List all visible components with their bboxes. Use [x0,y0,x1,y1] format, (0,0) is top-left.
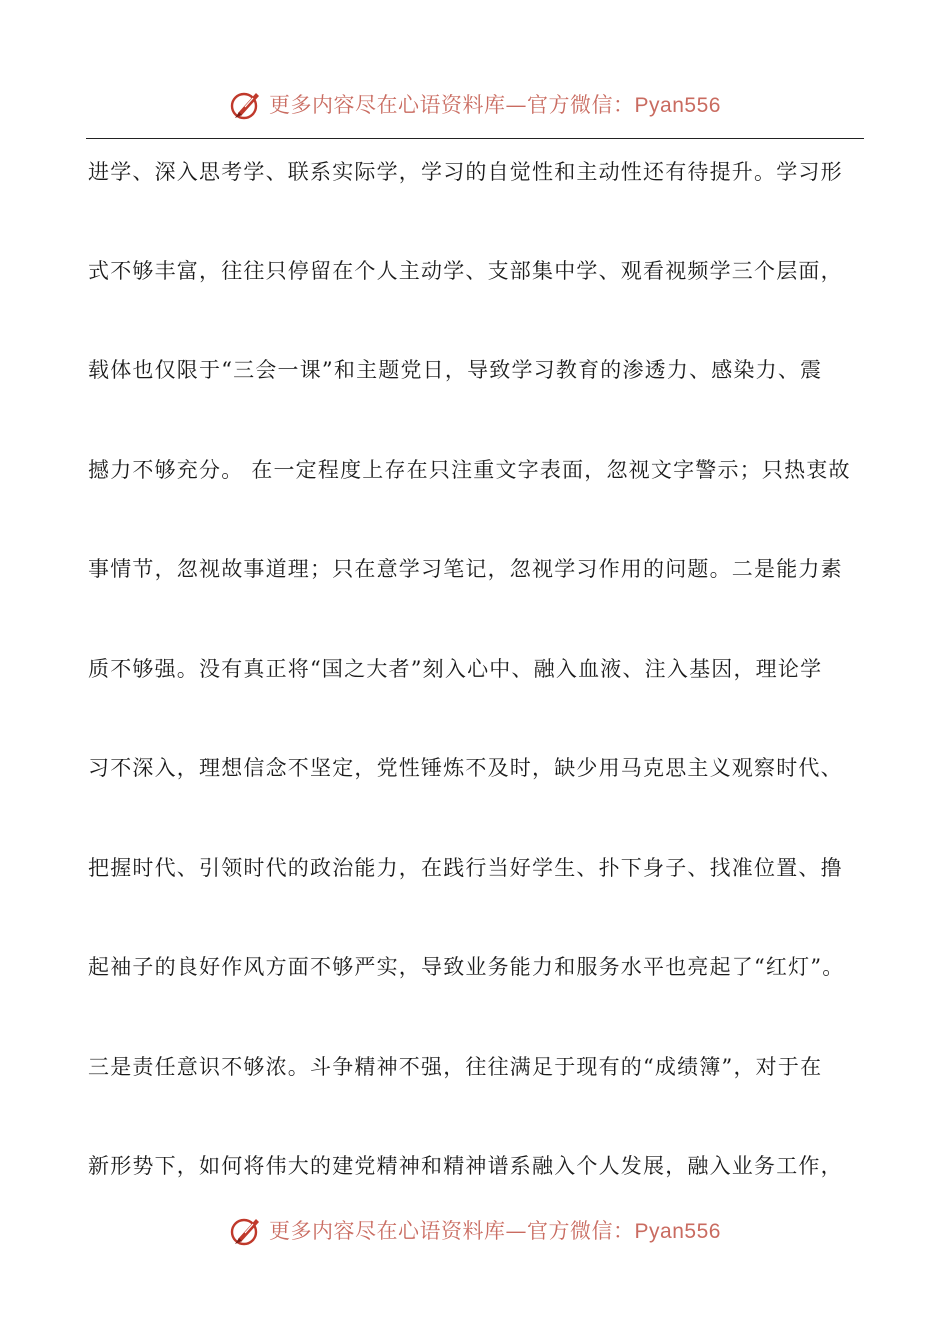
body-line-5: 事情节，忽视故事道理；只在意学习笔记，忽视学习作用的问题。二是能力素 [88,557,843,581]
body-line-4: 撼力不够充分。 在一定程度上存在只注重文字表面，忽视文字警示；只热衷故 [88,458,851,482]
body-line-8: 把握时代、引领时代的政治能力，在践行当好学生、扑下身子、找准位置、撸 [88,856,843,880]
body-line-7: 习不深入，理想信念不坚定，党性锤炼不及时，缺少用马克思主义观察时代、 [88,756,843,780]
header-banner [0,84,950,124]
header-wechat-id: Pyan556 [634,94,721,117]
body-line-6: 质不够强。没有真正将“国之大者”刻入心中、融入血液、注入基因，理论学 [88,657,823,681]
body-line-11: 新形势下，如何将伟大的建党精神和精神谱系融入个人发展，融入业务工作， [88,1154,843,1178]
body-line-2: 式不够丰富，往往只停留在个人主动学、支部集中学、观看视频学三个层面， [88,259,843,283]
body-line-1: 进学、深入思考学、联系实际学，学习的自觉性和主动性还有待提升。学习形 [88,160,843,184]
quill-pen-icon [229,1213,263,1247]
header-divider [86,138,864,139]
header-banner-label: 更多内容尽在心语资料库—官方微信： [269,93,635,117]
body-line-10: 三是责任意识不够浓。斗争精神不强，往往满足于现有的“成绩簿”，对于在 [88,1055,823,1079]
footer-banner [0,1210,950,1250]
body-line-3: 载体也仅限于“三会一课”和主题党日，导致学习教育的渗透力、感染力、震 [88,358,823,382]
quill-pen-icon [229,87,263,121]
header-banner-text [269,89,721,119]
footer-banner-text [269,1215,721,1245]
footer-wechat-id: Pyan556 [634,1220,721,1243]
footer-banner-label: 更多内容尽在心语资料库—官方微信： [269,1219,635,1243]
body-line-9: 起袖子的良好作风方面不够严实，导致业务能力和服务水平也亮起了“红灯”。 [88,955,845,979]
